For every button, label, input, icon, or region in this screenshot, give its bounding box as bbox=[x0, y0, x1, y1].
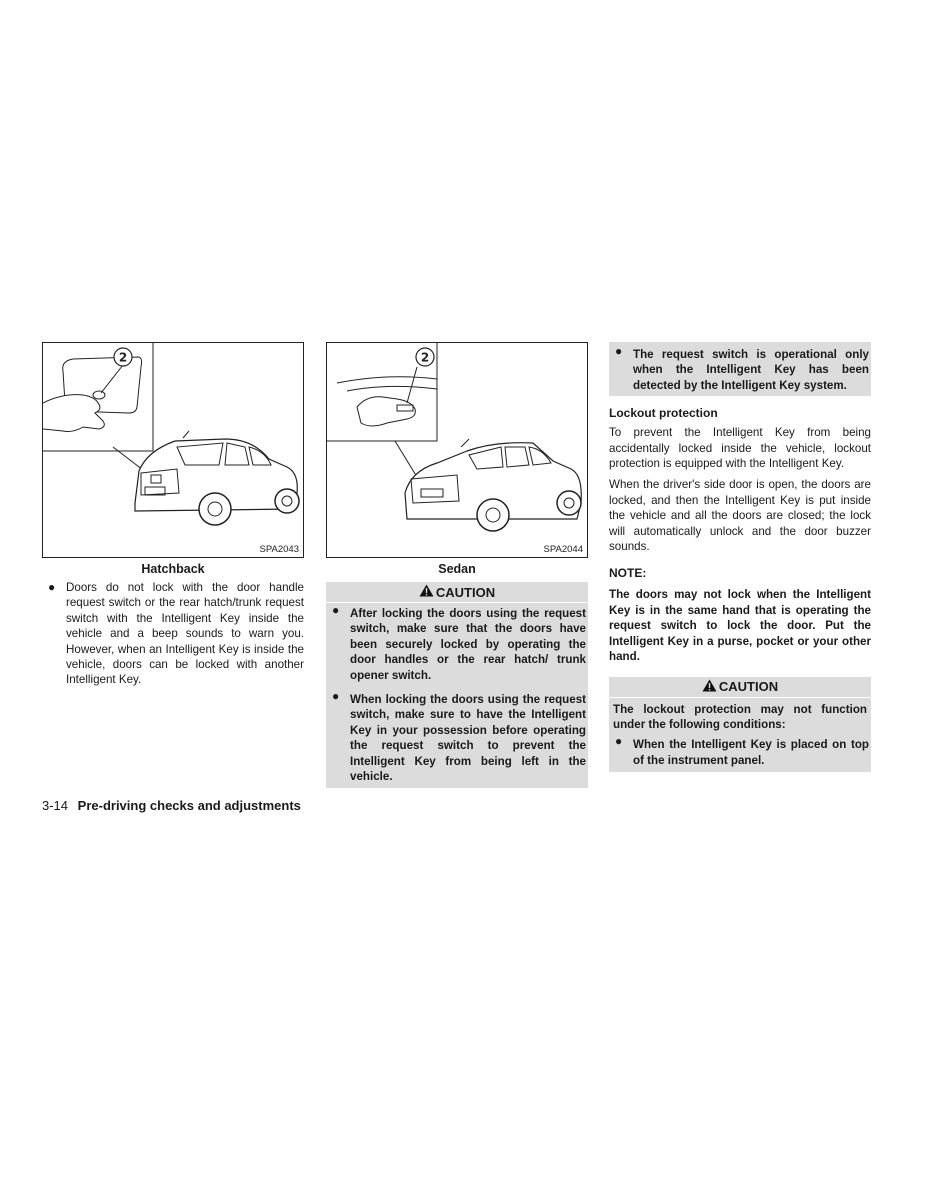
sedan-callout-number: 2 bbox=[420, 350, 430, 365]
left-column bbox=[42, 342, 304, 688]
page-number: 3-14 bbox=[42, 798, 69, 813]
middle-column bbox=[326, 342, 588, 788]
section-heading: Lockout protection bbox=[609, 406, 718, 421]
list-item-text: The request switch is operational only when the Intelligent Key has been detected by the Intelligent Key system. bbox=[633, 348, 869, 392]
bullet-icon: ● bbox=[615, 734, 623, 749]
caution-header bbox=[609, 677, 871, 698]
figure-code: SPA2043 bbox=[259, 544, 299, 555]
sedan-illustration bbox=[327, 343, 587, 557]
figure-caption: Hatchback bbox=[141, 562, 205, 576]
list-item-text: After locking the doors using the request switch, make sure that the doors have been securely locked by operating the door handles or the rear hatch/ trunk opener switch. bbox=[350, 607, 586, 682]
note-heading: NOTE: bbox=[609, 566, 647, 581]
list-item bbox=[609, 734, 871, 768]
paragraph: When the driver's side door is open, the doors are locked, and then the Intelligent Key is put inside the vehicle and all the doors are closed; the lock will automatically unlock and the door buzzer sounds. bbox=[609, 478, 871, 554]
warning-icon bbox=[419, 584, 434, 600]
info-box bbox=[609, 342, 871, 396]
caution-box bbox=[609, 677, 871, 773]
figure-code: SPA2044 bbox=[543, 544, 583, 555]
paragraph: To prevent the Intelligent Key from being accidentally locked inside the vehicle, lockout protection is equipped with the Intelligent Key. bbox=[609, 426, 871, 471]
caution-title: CAUTION bbox=[435, 584, 496, 600]
list-item bbox=[326, 689, 588, 784]
list-item-text: When the Intelligent Key is placed on top of the instrument panel. bbox=[633, 738, 869, 767]
hatchback-figure bbox=[42, 342, 304, 558]
figure-caption: Sedan bbox=[438, 562, 476, 576]
bullet-icon: ● bbox=[332, 603, 340, 617]
note-text: The doors may not lock when the Intelligent Key is in the same hand that is operating the request switch to lock the door. Put the Intelligent Key in a purse, pocket or your other hand. bbox=[609, 588, 871, 664]
list-item bbox=[326, 603, 588, 683]
caution-title: CAUTION bbox=[718, 679, 779, 694]
list-item bbox=[609, 344, 871, 393]
caution-header bbox=[326, 582, 588, 603]
caution-text: The lockout protection may not function under the following conditions: bbox=[613, 702, 867, 731]
warning-icon bbox=[702, 679, 717, 695]
hatchback-callout-number: 2 bbox=[118, 350, 128, 365]
caution-box bbox=[326, 582, 588, 788]
sedan-figure bbox=[326, 342, 588, 558]
page-footer bbox=[42, 798, 301, 813]
right-column bbox=[609, 342, 871, 772]
list-item bbox=[42, 580, 304, 688]
section-title: Pre-driving checks and adjustments bbox=[77, 798, 301, 813]
list-item-text: Doors do not lock with the door handle request switch or the rear hatch/trunk request switch with the Intelligent Key inside the vehicle and a beep sounds to warn you. However, when an Intelligent Key is inside the vehicle, doors can be locked with another Intelligent Key. bbox=[66, 581, 304, 687]
bullet-icon: ● bbox=[615, 344, 623, 358]
bullet-icon: ● bbox=[48, 580, 56, 594]
bullet-icon: ● bbox=[332, 689, 340, 704]
hatchback-illustration bbox=[43, 343, 303, 557]
list-item-text: When locking the doors using the request switch, make sure to have the Intelligent Key in your possession before operating the request switch to prevent the Intelligent Key from being left in the vehicle. bbox=[350, 693, 586, 784]
